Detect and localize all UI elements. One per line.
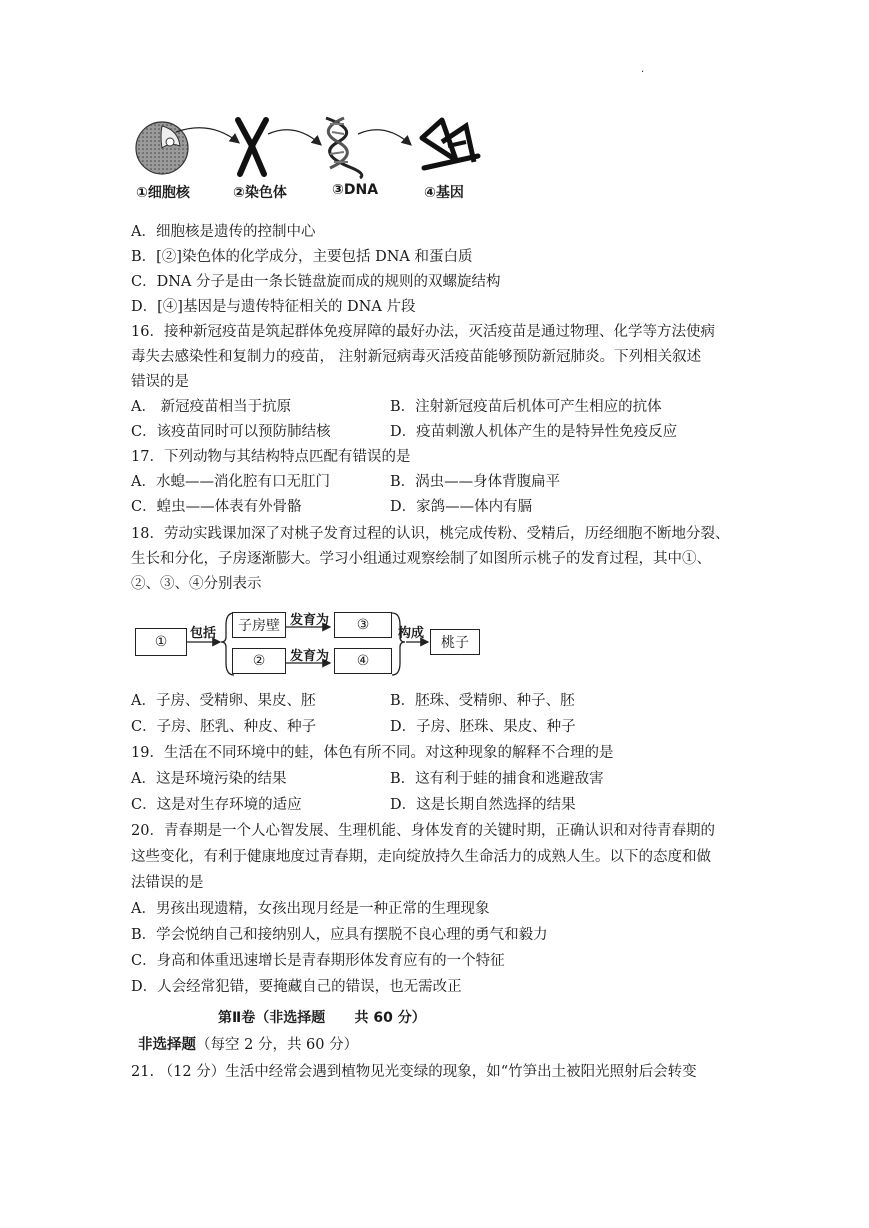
figure-label-dna: ③DNA (332, 182, 379, 198)
q17-option-a: A．水螅——消化腔有口无肛门 (131, 474, 330, 490)
q19-option-a: A．这是环境污染的结果 (131, 771, 287, 787)
q19-option-b: B．这有利于蛙的捕食和逃避敌害 (390, 771, 604, 787)
gene-icon (422, 120, 478, 168)
q21-stem-line1: 21. （12 分）生活中经常会遇到植物见光变绿的现象，如“竹笋出土被阳光照射后会转变 (131, 1064, 697, 1080)
q16-stem-line3: 错误的是 (131, 374, 189, 390)
q20-stem-line3: 法错误的是 (131, 875, 204, 891)
q15-option-b: B．[②]染色体的化学成分，主要包括 DNA 和蛋白质 (131, 249, 473, 265)
q18-stem-line1: 18．劳动实践课加深了对桃子发育过程的认识，桃完成传粉、受精后，历经细胞不断地分裂、 (131, 526, 730, 542)
q19-option-d: D．这是长期自然选择的结果 (390, 797, 576, 813)
diagram-box-2: ② (232, 648, 286, 674)
q18-option-b: B．胚珠、受精卵、种子、胚 (390, 693, 575, 709)
section-2-subtitle-bold: 非选择题 (138, 1037, 196, 1053)
diagram-box-ovary-wall: 子房壁 (232, 612, 286, 638)
q16-option-c: C．该疫苗同时可以预防肺结核 (131, 424, 331, 440)
figure-label-chromosome: ②染色体 (233, 185, 287, 201)
diagram-box-peach: 桃子 (430, 629, 480, 655)
q16-stem-line1: 16．接种新冠疫苗是筑起群体免疫屏障的最好办法，灭活疫苗是通过物理、化学等方法使病 (131, 324, 715, 340)
q19-stem: 19．生活在不同环境中的蛙，体色有所不同。对这种现象的解释不合理的是 (131, 745, 614, 761)
q16-option-b: B．注射新冠疫苗后机体可产生相应的抗体 (390, 399, 662, 415)
q17-option-d: D．家鸽——体内有膈 (390, 499, 533, 515)
section-2-title: 第Ⅱ卷（非选择题 共 60 分） (218, 1010, 426, 1026)
q20-option-b: B．学会悦纳自己和接纳别人，应具有摆脱不良心理的勇气和毅力 (131, 927, 548, 943)
diagram-box-3: ③ (334, 612, 392, 638)
q17-option-c: C．蝗虫——体表有外骨骼 (131, 499, 302, 515)
dna-helix-icon (326, 118, 362, 178)
q19-option-c: C．这是对生存环境的适应 (131, 797, 302, 813)
q17-stem: 17．下列动物与其结构特点匹配有错误的是 (131, 449, 411, 465)
diagram-box-4: ④ (334, 648, 392, 674)
q18-option-d: D．子房、胚珠、果皮、种子 (390, 719, 576, 735)
figure-label-gene: ④基因 (424, 185, 464, 201)
q16-option-a: A． 新冠疫苗相当于抗原 (131, 399, 292, 415)
q15-option-a: A．细胞核是遗传的控制中心 (131, 224, 316, 240)
q20-stem-line2: 这些变化，有利于健康地度过青春期，走向绽放持久生命活力的成熟人生。以下的态度和做 (131, 849, 711, 865)
section-2-subtitle (138, 1035, 358, 1055)
q20-option-c: C．身高和体重迅速增长是青春期形体发育应有的一个特征 (131, 953, 505, 969)
diagram-label-include: 包括 (190, 626, 217, 641)
cell-nucleus-icon (136, 122, 188, 174)
q16-option-d: D．疫苗刺激人机体产生的是特异性免疫反应 (390, 424, 678, 440)
q18-stem-line3: ②、③、④分别表示 (131, 576, 262, 592)
q15-option-c: C．DNA 分子是由一条长链盘旋而成的规则的双螺旋结构 (131, 274, 501, 290)
q18-option-c: C．子房、胚乳、种皮、种子 (131, 719, 317, 735)
diagram-box-1: ① (135, 628, 187, 656)
figure-label-nucleus: ①细胞核 (136, 185, 190, 201)
q20-option-d: D．人会经常犯错，要掩藏自己的错误，也无需改正 (131, 979, 462, 995)
q20-stem-line1: 20．青春期是一个人心智发展、生理机能、身体发育的关键时期，正确认识和对待青春期的 (131, 823, 715, 839)
chromosome-icon (238, 120, 266, 174)
section-2-subtitle-rest: （每空 2 分，共 60 分） (196, 1037, 359, 1053)
q18-stem-line2: 生长和分化，子房逐渐膨大。学习小组通过观察绘制了如图所示桃子的发育过程，其中①、 (131, 551, 711, 567)
q20-option-a: A．男孩出现遗精，女孩出现月经是一种正常的生理现象 (131, 901, 490, 917)
q17-option-b: B．涡虫——身体背腹扁平 (390, 474, 561, 490)
diagram-label-form: 构成 (398, 626, 425, 641)
q18-option-a: A．子房、受精卵、果皮、胚 (131, 693, 316, 709)
q16-stem-line2: 毒失去感染性和复制力的疫苗， 注射新冠病毒灭活疫苗能够预防新冠肺炎。下列相关叙述 (131, 349, 702, 365)
genetics-figure (130, 112, 490, 182)
q15-option-d: D．[④]基因是与遗传特征相关的 DNA 片段 (131, 299, 416, 315)
diagram-label-develops-1: 发育为 (290, 613, 330, 628)
diagram-label-develops-2: 发育为 (290, 649, 330, 664)
page-mark: . (641, 64, 645, 75)
